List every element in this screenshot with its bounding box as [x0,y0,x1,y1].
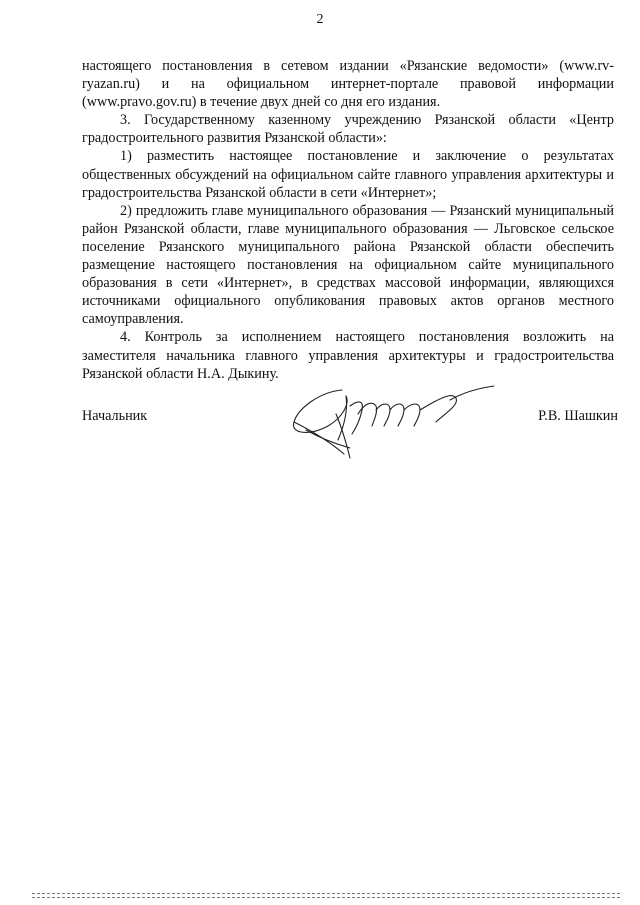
footer-divider [32,897,620,898]
paragraph-publication: настоящего постановления в сетевом издании «Рязанские ведомости» (www.rv-ryazan.ru) и на официальном интернет-портале правовой информации (www.pravo.gov.ru) в течение двух дней со дня его издания. [82,58,614,111]
handwritten-signature-icon [280,370,510,460]
page-number: 2 [316,12,324,27]
paragraph-item-3: 3. Государственному казенному учреждению Рязанской области «Центр градостроительного развития Рязанской области»: [82,112,614,147]
signer-name: Р.В. Шашкин [538,408,618,424]
paragraph-item-4: 4. Контроль за исполнением настоящего постановления возложить на заместителя начальника главного управления архитектуры и градостроительства Рязанской области Н.А. Дыкину. [82,329,614,382]
paragraph-subitem-2: 2) предложить главе муниципального образования — Рязанский муниципальный район Рязанской области, главе муниципального образования — Льговское сельское поселение Рязанского муниципального района Рязанской области обеспечить размещение настоящего постановления на официальном сайте муниципального образования в сети «Интернет», в средствах массовой информации, являющихся источниками официального опубликования правовых актов органов местного самоуправления. [82,202,614,328]
paragraph-subitem-1: 1) разместить настоящее постановление и заключение о результатах общественных обсуждений на официальном сайте главного управления архитектуры и градостроительства Рязанской области в сети «Интернет»; [82,148,614,201]
footer-divider [32,893,620,894]
document-body [82,57,614,383]
signer-position: Начальник [82,408,148,424]
